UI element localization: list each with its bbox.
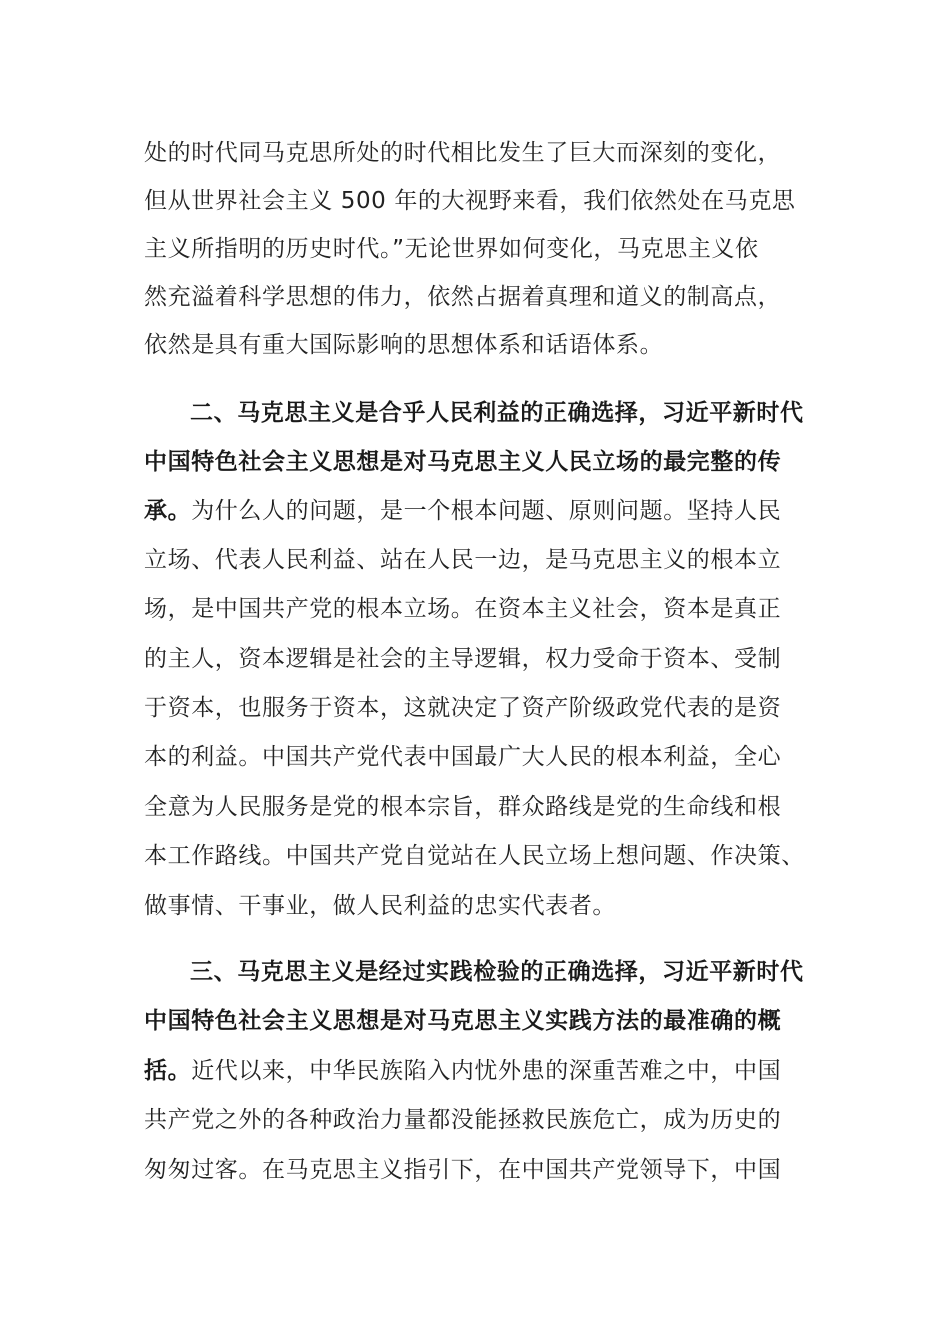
section-two-heading-end: 承。 — [144, 498, 192, 524]
paragraph-line: 于资本，也服务于资本，这就决定了资产阶级政党代表的是资 — [144, 695, 782, 721]
paragraph-line — [144, 1056, 781, 1086]
paragraph-line: 但从世界社会主义 500 年的大视野来看，我们依然处在马克思 — [144, 188, 796, 214]
paragraph-line: 本的利益。中国共产党代表中国最广大人民的根本利益，全心 — [144, 744, 782, 770]
paragraph-text: 近代以来，中华民族陷入内忧外患的深重苦难之中，中国 — [191, 1058, 782, 1084]
paragraph-line: 主义所指明的历史时代。”无论世界如何变化，马克思主义依 — [144, 236, 759, 262]
section-three-heading-end: 括。 — [144, 1058, 192, 1084]
paragraph-line: 处的时代同马克思所处的时代相比发生了巨大而深刻的变化， — [144, 140, 782, 166]
paragraph-line: 场，是中国共产党的根本立场。在资本主义社会，资本是真正 — [144, 596, 782, 622]
section-two-heading: 中国特色社会主义思想是对马克思主义人民立场的最完整的传 — [144, 449, 782, 475]
paragraph-line: 依然是具有重大国际影响的思想体系和话语体系。 — [144, 332, 664, 358]
paragraph-line: 然充溢着科学思想的伟力，依然占据着真理和道义的制高点， — [144, 284, 782, 310]
paragraph-line: 的主人，资本逻辑是社会的主导逻辑，权力受命于资本、受制 — [144, 646, 782, 672]
paragraph-line: 全意为人民服务是党的根本宗旨，群众路线是党的生命线和根 — [144, 794, 782, 820]
paragraph-line: 共产党之外的各种政治力量都没能拯救民族危亡，成为历史的 — [144, 1107, 782, 1133]
paragraph-line: 匆匆过客。在马克思主义指引下，在中国共产党领导下，中国 — [144, 1157, 782, 1183]
paragraph-line: 本工作路线。中国共产党自觉站在人民立场上想问题、作决策、 — [144, 843, 805, 869]
paragraph-line: 立场、代表人民利益、站在人民一边，是马克思主义的根本立 — [144, 547, 782, 573]
paragraph-text: 为什么人的问题，是一个根本问题、原则问题。坚持人民 — [191, 498, 782, 524]
section-three-heading: 三、马克思主义是经过实践检验的正确选择，习近平新时代 — [190, 959, 804, 985]
paragraph-line — [144, 496, 781, 526]
section-three-heading: 中国特色社会主义思想是对马克思主义实践方法的最准确的概 — [144, 1008, 782, 1034]
paragraph-line: 做事情、干事业，做人民利益的忠实代表者。 — [144, 893, 616, 919]
section-two-heading: 二、马克思主义是合乎人民利益的正确选择，习近平新时代 — [190, 400, 804, 426]
